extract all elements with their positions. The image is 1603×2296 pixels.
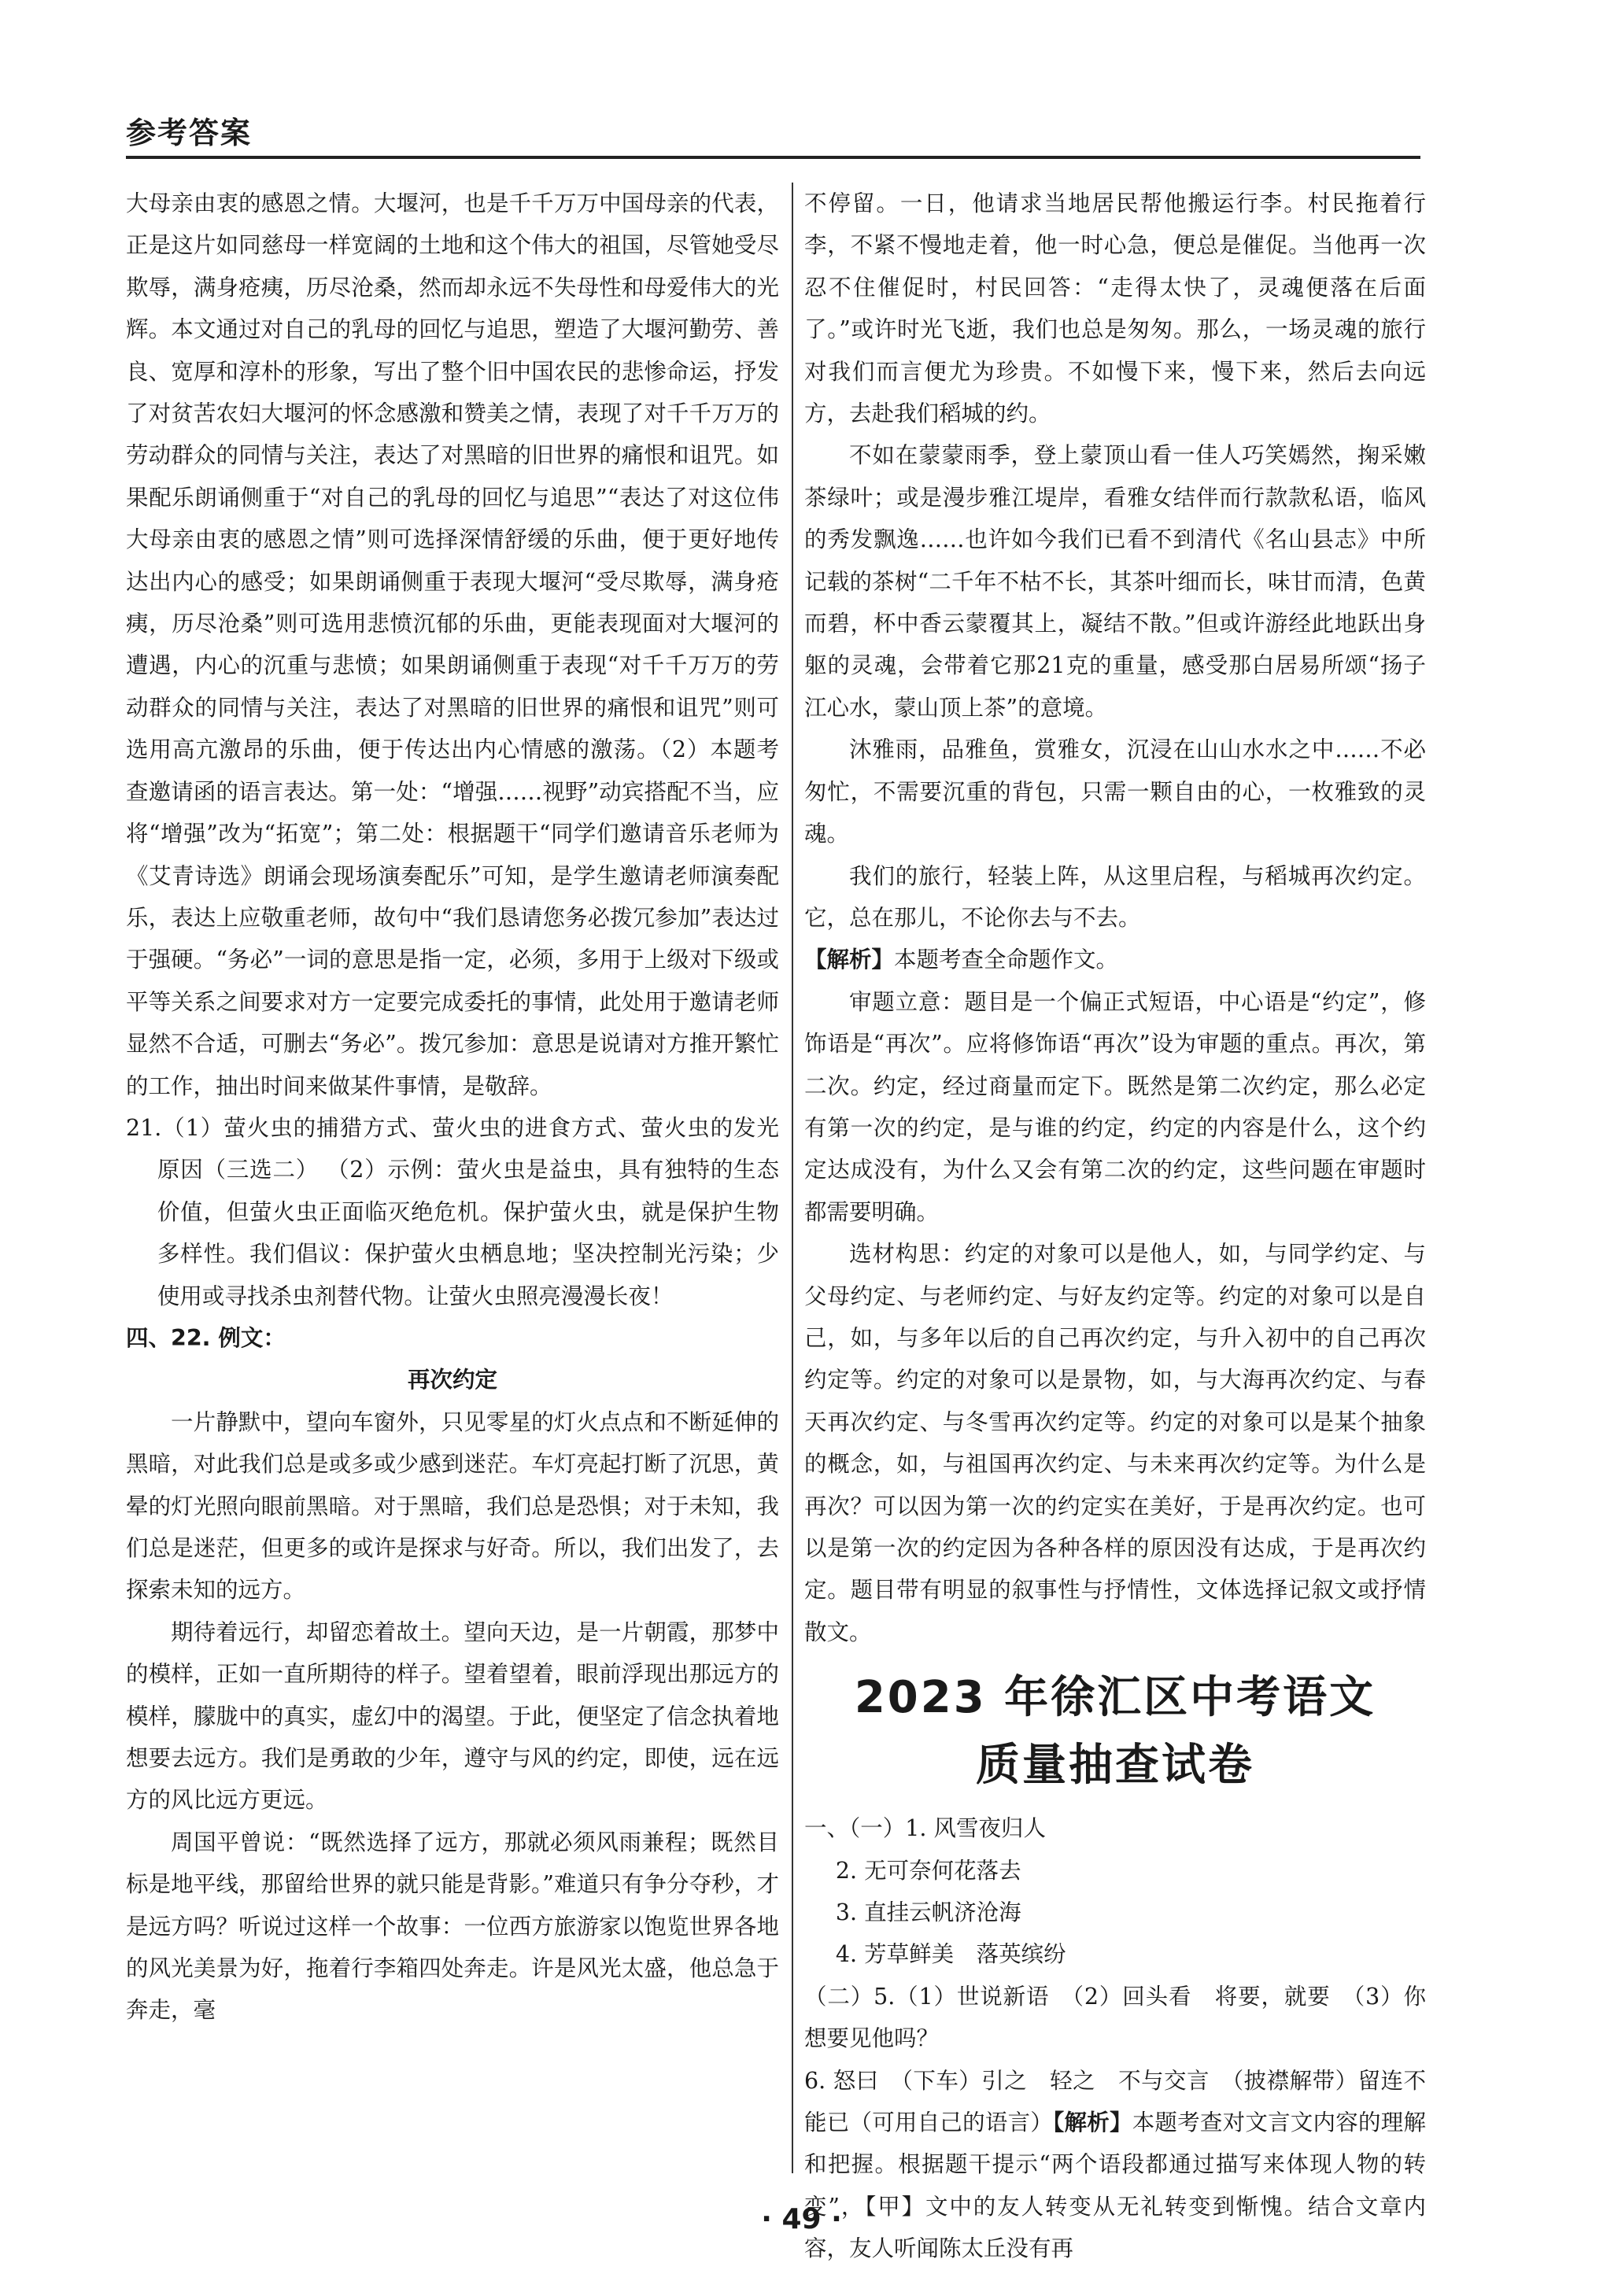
analysis-paragraph: 审题立意：题目是一个偏正式短语，中心语是“约定”，修饰语是“再次”。应将修饰语“再次”设为审题的重点。再次，第二次。约定，经过商量而定下。既然是第二次约定，那么必定有第一次的约定，是与谁的约定，约定的内容是什么，这个约定达成没有，为什么又会有第二次的约定，这些问题在审题时都需要明确。	[804, 988, 1426, 1225]
column-divider	[792, 183, 793, 2173]
analysis-text: 本题考查全命题作文。	[894, 947, 1119, 973]
answer-6-text: 6. 怒曰 （下车）引之 轻之 不与交言 （披襟解带）留连不能已（可用自己的语言）	[804, 2067, 1426, 2136]
essay-paragraph: 周国平曾说：“既然选择了远方，那就必须风雨兼程；既然目标是地平线，那留给世界的就只能是背影。”难道只有争分夺秒，才是远方吗？听说过这样一个故事：一位西方旅游家以饱览世界各地的风光美景为好，拖着行李箱四处奔走。许是风光太盛，他总急于奔走，毫	[126, 1829, 779, 2024]
page-number: · 49 ·	[761, 2203, 842, 2235]
essay-paragraph: 不如在蒙蒙雨季，登上蒙顶山看一佳人巧笑嫣然，掬采嫩茶绿叶；或是漫步雅江堤岸，看雅女结伴而行款款私语，临风的秀发飘逸……也许如今我们已看不到清代《名山县志》中所记载的茶树“二千年不枯不长，其茶叶细而长，味甘而清，色黄而碧，杯中香云蒙覆其上，凝结不散。”但或许游经此地跃出身躯的灵魂，会带着它那21克的重量，感受那白居易所颂“扬子江心水，蒙山顶上茶”的意境。	[804, 442, 1426, 721]
exam-title	[804, 1664, 1426, 1800]
analysis-label: 【解析】	[1053, 2110, 1132, 2136]
analysis-text: 本题考查对文言文内容的理解和把握。根据题干提示“两个语段都通过描写来体现人物的转变”，【甲】文中的友人转变从无礼转变到惭愧。结合文章内容，友人听闻陈太丘没有再	[804, 2110, 1426, 2262]
analysis-paragraph	[804, 939, 1426, 980]
left-column	[126, 183, 779, 2032]
essay-paragraph: 期待着远行，却留恋着故土。望向天边，是一片朝霞，那梦中的模样，正如一直所期待的样子。望着望着，眼前浮现出那远方的模样，朦胧中的真实，虚幻中的渴望。于此，便坚定了信念执着地想要去远方。我们是勇敢的少年，遵守与风的约定，即使，远在远方的风比远方更远。	[126, 1619, 779, 1814]
right-column	[804, 183, 1426, 2270]
question-21-answer: 21.（1）萤火虫的捕猎方式、萤火虫的进食方式、萤火虫的发光原因（三选二） （2）示例：萤火虫是益虫，具有独特的生态价值，但萤火虫正面临灭绝危机。保护萤火虫，就是保护生物多样性。我们倡议：保护萤火虫栖息地；坚决控制光污染；少使用或寻找杀虫剂替代物。让萤火虫照亮漫漫长夜！	[126, 1114, 779, 1309]
answer-item: 4. 芳草鲜美 落英缤纷	[835, 1941, 1066, 1968]
essay-title: 再次约定	[407, 1367, 497, 1393]
analysis-label: 【解析】	[804, 947, 895, 973]
header-divider	[126, 156, 1420, 159]
essay-paragraph: 沐雅雨，品雅鱼，赏雅女，沉浸在山山水水之中……不必匆忙，不需要沉重的背包，只需一颗自由的心，一枚雅致的灵魂。	[804, 736, 1426, 847]
exam-title-line-2: 质量抽查试卷	[976, 1740, 1254, 1792]
page-header-title: 参考答案	[126, 116, 253, 150]
answer-item: 一、（一）1. 风雪夜归人	[804, 1815, 1047, 1842]
exam-title-line-1: 2023 年徐汇区中考语文	[854, 1672, 1376, 1724]
answer-paragraph: 大母亲由衷的感恩之情。大堰河，也是千千万万中国母亲的代表，正是这片如同慈母一样宽阔的土地和这个伟大的祖国，尽管她受尽欺辱，满身疮痍，历尽沧桑，然而却永远不失母性和母爱伟大的光辉。本文通过对自己的乳母的回忆与追思，塑造了大堰河勤劳、善良、宽厚和淳朴的形象，写出了整个旧中国农民的悲惨命运，抒发了对贫苦农妇大堰河的怀念感激和赞美之情，表现了对千千万万的劳动群众的同情与关注，表达了对黑暗的旧世界的痛恨和诅咒。如果配乐朗诵侧重于“对自己的乳母的回忆与追思”“表达了对这位伟大母亲由衷的感恩之情”则可选择深情舒缓的乐曲，便于更好地传达出内心的感受；如果朗诵侧重于表现大堰河“受尽欺辱，满身疮痍，历尽沧桑”则可选用悲愤沉郁的乐曲，更能表现面对大堰河的遭遇，内心的沉重与悲愤；如果朗诵侧重于表现“对千千万万的劳动群众的同情与关注，表达了对黑暗的旧世界的痛恨和诅咒”则可选用高亢激昂的乐曲，便于传达出内心情感的激荡。（2）本题考查邀请函的语言表达。第一处：“增强……视野”动宾搭配不当，应将“增强”改为“拓宽”；第二处：根据题干“同学们邀请音乐老师为《艾青诗选》朗诵会现场演奏配乐”可知，是学生邀请老师演奏配乐，表达上应敬重老师，故句中“我们恳请您务必拨冗参加”表达过于强硬。“务必”一词的意思是指一定，必须，多用于上级对下级或平等关系之间要求对方一定要完成委托的事情，此处用于邀请老师显然不合适，可删去“务必”。拨冗参加：意思是说请对方推开繁忙的工作，抽出时间来做某件事情，是敬辞。	[126, 190, 779, 1099]
analysis-paragraph: 选材构思：约定的对象可以是他人，如，与同学约定、与父母约定、与老师约定、与好友约定等。约定的对象可以是自己，如，与多年以后的自己再次约定，与升入初中的自己再次约定等。约定的对象可以是景物，如，与大海再次约定、与春天再次约定、与冬雪再次约定等。约定的对象可以是某个抽象的概念，如，与祖国再次约定、与未来再次约定等。为什么是再次？可以因为第一次的约定实在美好，于是再次约定。也可以是第一次的约定因为各种各样的原因没有达成，于是再次约定。题目带有明显的叙事性与抒情性，文体选择记叙文或抒情散文。	[804, 1241, 1426, 1645]
answer-item: 2. 无可奈何花落去	[835, 1857, 1021, 1884]
answer-item	[804, 2060, 1426, 2270]
question-22-heading: 四、22. 例文：	[126, 1324, 286, 1351]
answer-item: （二）5.（1）世说新语 （2）回头看 将要，就要 （3）你想要见他吗？	[804, 1983, 1426, 2052]
essay-paragraph: 我们的旅行，轻装上阵，从这里启程，与稻城再次约定。它，总在那儿，不论你去与不去。	[804, 862, 1426, 931]
answer-item: 3. 直挂云帆济沧海	[835, 1899, 1021, 1926]
essay-paragraph: 不停留。一日，他请求当地居民帮他搬运行李。村民拖着行李，不紧不慢地走着，他一时心急，便总是催促。当他再一次忍不住催促时，村民回答：“走得太快了，灵魂便落在后面了。”或许时光飞逝，我们也总是匆匆。那么，一场灵魂的旅行对我们而言便尤为珍贵。不如慢下来，慢下来，然后去向远方，去赴我们稻城的约。	[804, 190, 1426, 427]
essay-paragraph: 一片静默中，望向车窗外，只见零星的灯火点点和不断延伸的黑暗，对此我们总是或多或少感到迷茫。车灯亮起打断了沉思，黄晕的灯光照向眼前黑暗。对于黑暗，我们总是恐惧；对于未知，我们总是迷茫，但更多的或许是探求与好奇。所以，我们出发了，去探索未知的远方。	[126, 1408, 779, 1604]
